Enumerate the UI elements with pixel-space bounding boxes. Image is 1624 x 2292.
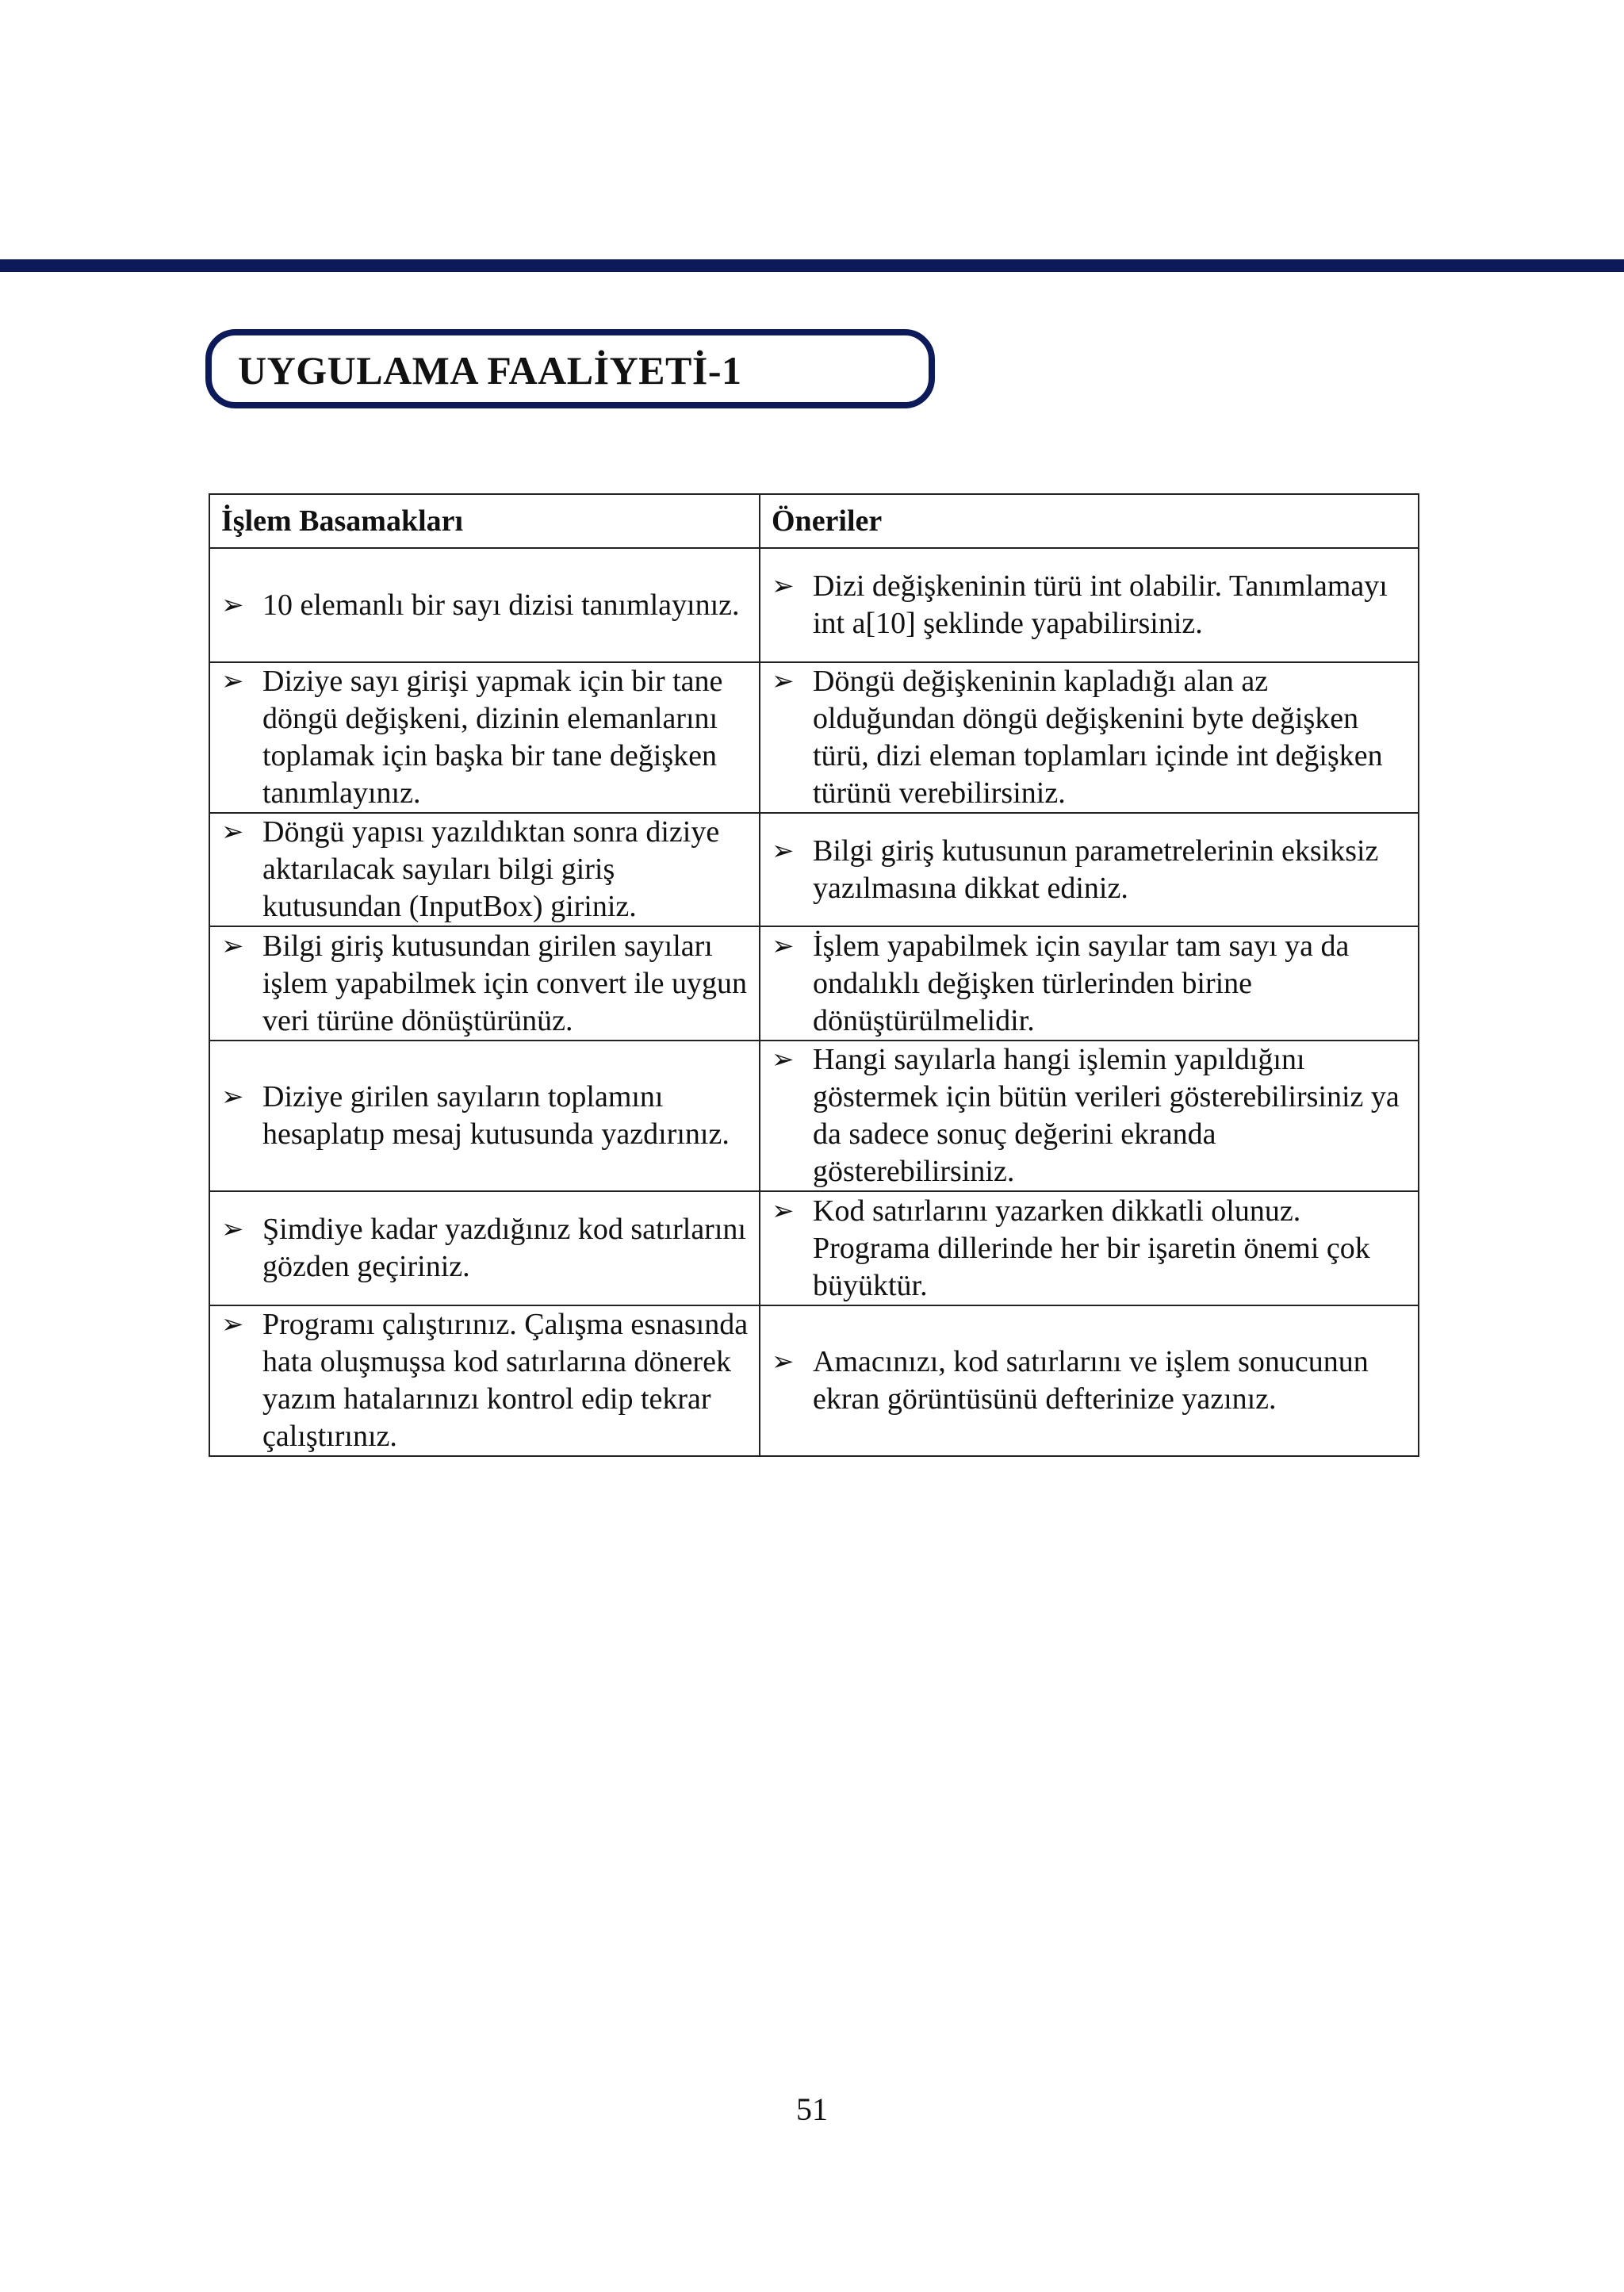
step-text: Bilgi giriş kutusundan girilen sayıları işlem yapabilmek için convert ile uygun veri türüne dönüştürünüz. — [262, 929, 748, 1037]
table-header-row — [209, 494, 1419, 548]
tip-text: Dizi değişkeninin türü int olabilir. Tanımlamayı int a[10] şeklinde yapabilirsiniz. — [813, 569, 1388, 640]
header-rule — [0, 259, 1624, 272]
table-row — [209, 926, 1419, 1041]
arrowhead-bullet-icon: ➢ — [221, 665, 244, 697]
table-row — [209, 548, 1419, 662]
tip-text: Amacınızı, kod satırlarını ve işlem sonucunun ekran görüntüsünü defterinize yazınız. — [813, 1345, 1369, 1416]
step-text: Döngü yapısı yazıldıktan sonra diziye aktarılacak sayıları bilgi giriş kutusundan (InputBox) giriniz. — [262, 815, 720, 923]
column-header-steps: İşlem Basamakları — [209, 494, 760, 548]
table-row — [209, 1305, 1419, 1456]
arrowhead-bullet-icon: ➢ — [221, 1309, 244, 1340]
step-cell — [209, 813, 760, 926]
table-row — [209, 662, 1419, 813]
step-cell — [209, 662, 760, 813]
step-text: Diziye sayı girişi yapmak için bir tane döngü değişkeni, dizinin elemanlarını toplamak için başka bir tane değişken tanımlayınız. — [262, 665, 723, 810]
activity-steps-table — [209, 493, 1419, 1457]
table-row — [209, 813, 1419, 926]
step-cell — [209, 926, 760, 1041]
arrowhead-bullet-icon: ➢ — [221, 816, 244, 848]
step-cell — [209, 1305, 760, 1456]
arrowhead-bullet-icon: ➢ — [772, 1194, 795, 1227]
tip-cell — [760, 1305, 1419, 1456]
tip-cell — [760, 1041, 1419, 1191]
tip-cell — [760, 548, 1419, 662]
tip-text: İşlem yapabilmek için sayılar tam sayı ya da ondalıklı değişken türlerinden birine dönüştürülmelidir. — [813, 929, 1350, 1037]
step-text: Diziye girilen sayıların toplamını hesaplatıp mesaj kutusunda yazdırınız. — [262, 1080, 730, 1151]
arrowhead-bullet-icon: ➢ — [772, 1044, 795, 1075]
step-cell — [209, 548, 760, 662]
page-number: 51 — [796, 2091, 828, 2127]
arrowhead-bullet-icon: ➢ — [772, 665, 795, 697]
step-text: Programı çalıştırınız. Çalışma esnasında hata oluşmuşsa kod satırlarına dönerek yazım hatalarınızı kontrol edip tekrar çalıştırınız. — [262, 1308, 749, 1453]
tip-cell — [760, 1191, 1419, 1305]
step-text: 10 elemanlı bir sayı dizisi tanımlayınız. — [262, 588, 740, 622]
tip-text: Döngü değişkeninin kapladığı alan az olduğundan döngü değişkenini byte değişken türü, dizi eleman toplamları içinde int değişken türünü verebilirsiniz. — [813, 665, 1383, 810]
arrowhead-bullet-icon: ➢ — [221, 1213, 244, 1245]
tip-text: Bilgi giriş kutusunun parametrelerinin eksiksiz yazılmasına dikkat ediniz. — [813, 834, 1379, 905]
column-header-tips: Öneriler — [760, 494, 1419, 548]
table-row — [209, 1041, 1419, 1191]
tip-text: Hangi sayılarla hangi işlemin yapıldığını göstermek için bütün verileri gösterebilirsiniz ya da sadece sonuç değerini ekranda gösterebilirsiniz. — [813, 1043, 1400, 1188]
tip-text: Kod satırlarını yazarken dikkatli olunuz. Programa dillerinde her bir işaretin önemi çok büyüktür. — [813, 1194, 1370, 1302]
step-cell — [209, 1041, 760, 1191]
arrowhead-bullet-icon: ➢ — [772, 929, 795, 962]
step-cell — [209, 1191, 760, 1305]
arrowhead-bullet-icon: ➢ — [772, 1346, 795, 1378]
tip-cell — [760, 926, 1419, 1041]
arrowhead-bullet-icon: ➢ — [221, 588, 244, 621]
arrowhead-bullet-icon: ➢ — [221, 1081, 244, 1113]
tip-cell — [760, 662, 1419, 813]
arrowhead-bullet-icon: ➢ — [772, 834, 795, 867]
table-row — [209, 1191, 1419, 1305]
activity-title: UYGULAMA FAALİYETİ-1 — [238, 348, 742, 393]
arrowhead-bullet-icon: ➢ — [221, 929, 244, 962]
tip-cell — [760, 813, 1419, 926]
arrowhead-bullet-icon: ➢ — [772, 570, 795, 602]
step-text: Şimdiye kadar yazdığınız kod satırlarını gözden geçiriniz. — [262, 1213, 746, 1283]
